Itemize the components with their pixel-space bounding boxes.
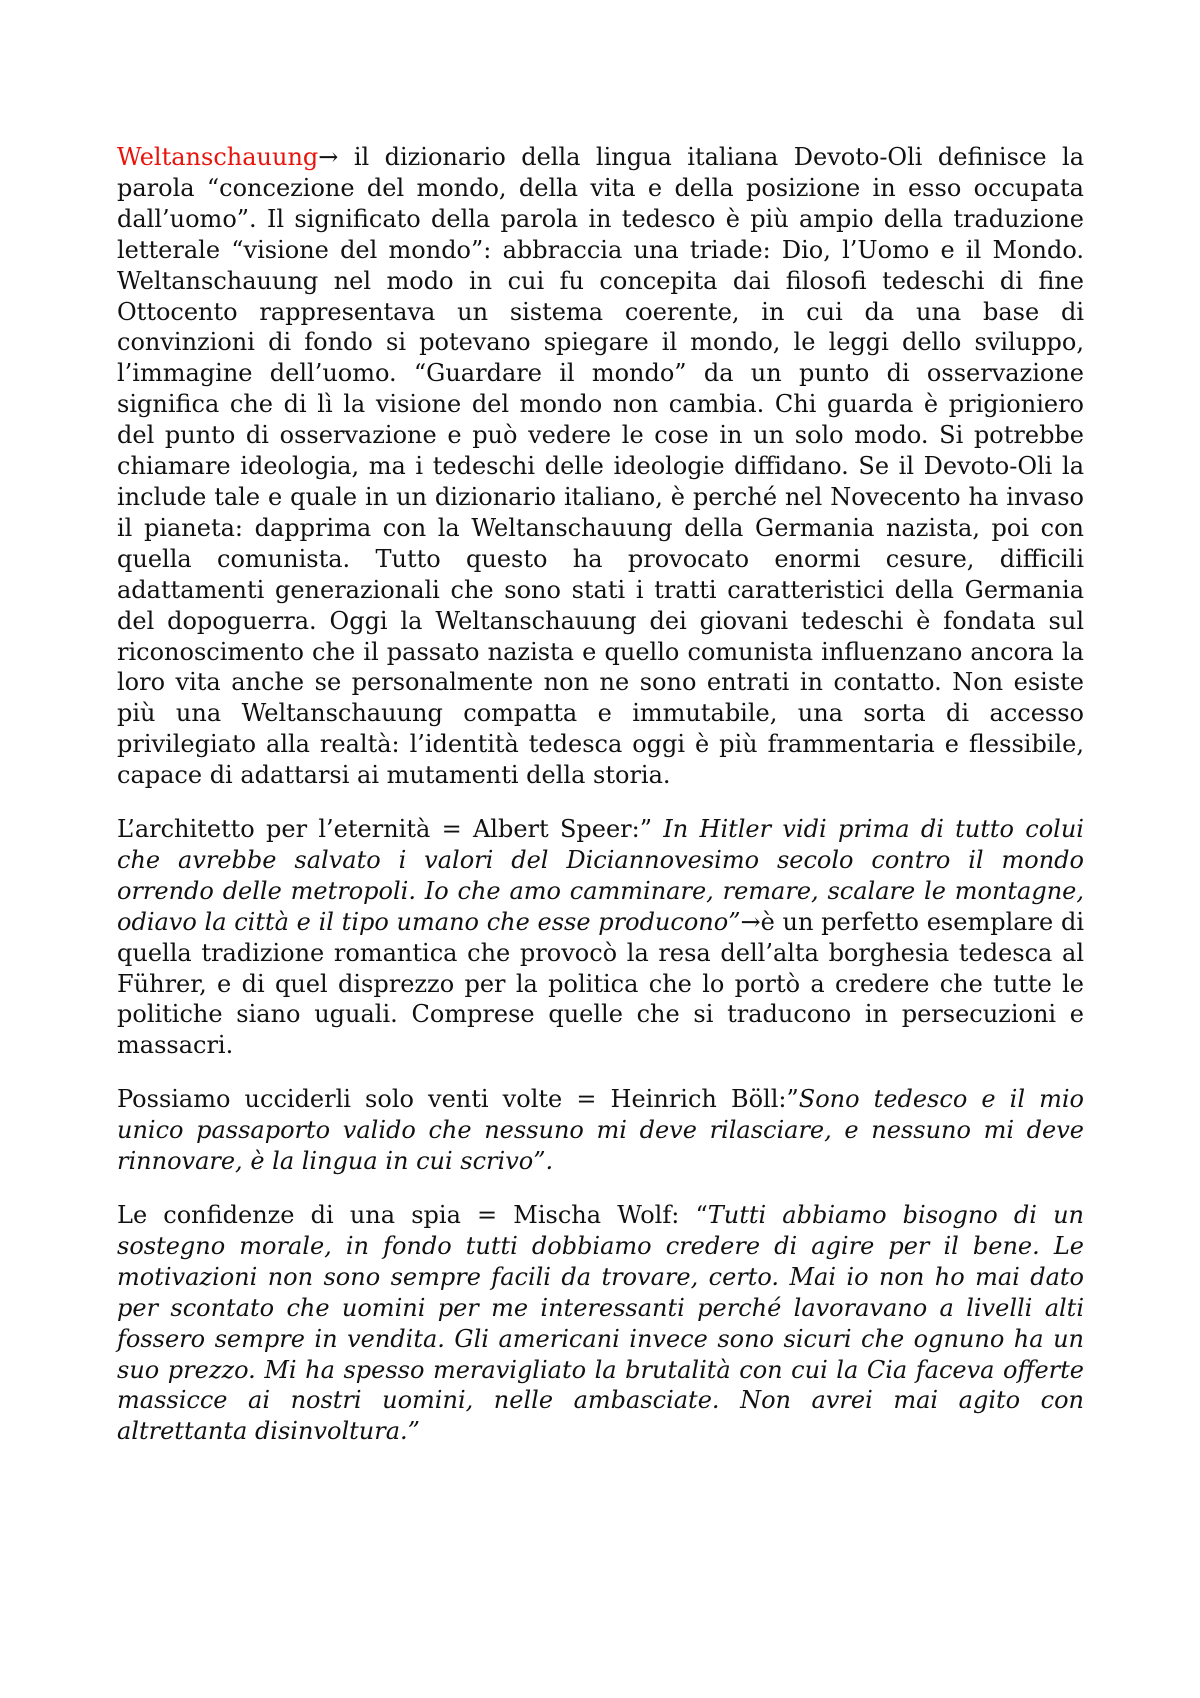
paragraph-body: il dizionario della lingua italiana Devoto-Oli definisce la parola “concezione del mondo, della vita e della posizione in esso occupata dall’uomo”. Il significato della parola in tedesco è più ampio della traduzione letterale “visione del mondo”: abbraccia una triade: Dio, l’Uomo e il Mondo. Weltanschauung nel modo in cui fu concepita dai filosofi tedeschi di fine Ottocento rappresentava un sistema coerente, in cui da una base di convinzioni di fondo si potevano spiegare il mondo, le leggi dello sviluppo, l’immagine dell’uomo. “Guardare il mondo” da un punto di osservazione significa che di lì la visione del mondo non cambia. Chi guarda è prigioniero del punto di osservazione e può vedere le cose in un solo modo. Si potrebbe chiamare ideologia, ma i tedeschi delle ideologie diffidano. Se il Devoto-Oli la include tale e quale in un dizionario italiano, è perché nel Novecento ha invaso il pianeta: dapprima con la Weltanschauung della Germania nazista, poi con quella comunista. Tutto questo ha provocato enormi cesure, difficili adattamenti generazionali che sono stati i tratti caratteristici della Germania del dopoguerra. Oggi la Weltanschauung dei giovani tedeschi è fondata sul riconoscimento che il passato nazista e quello comunista influenzano ancora la loro vita anche se personalmente non ne sono entrati in contatto. Non esiste più una Weltanschauung compatta e immutabile, una sorta di accesso privilegiato alla realtà: l’identità tedesca oggi è più frammentaria e flessibile, capace di adattarsi ai mutamenti della storia.: [117, 143, 1084, 790]
wolf-quote: Tutti abbiamo bisogno di un sostegno morale, in fondo tutti dobbiamo credere di agire per il bene. Le motivazioni non sono sempre facili da trovare, certo. Mai io non ho mai dato per scontato che uomini per me interessanti perché lavoravano a livelli alti fossero sempre in vendita. Gli americani invece sono sicuri che ognuno ha un suo prezzo. Mi ha spesso meravigliato la brutalità con cui la Cia faceva offerte massicce ai nostri uomini, nelle ambasciate. Non avrei mai agito con altrettanta disinvoltura.”: [117, 1201, 1084, 1446]
paragraph-boll: [117, 1084, 1084, 1177]
book-reference: Possiamo ucciderli solo venti volte = Heinrich Böll:”: [117, 1085, 799, 1114]
paragraph-speer: [117, 814, 1084, 1061]
book-reference: Le confidenze di una spia = Mischa Wolf: “: [117, 1201, 708, 1229]
term-weltanschauung: Weltanschauung: [117, 143, 319, 171]
paragraph-wolf: [117, 1200, 1084, 1447]
paragraph-weltanschauung: [117, 142, 1084, 791]
paragraph-body: è un perfetto esemplare di quella tradizione romantica che provocò la resa dell’alta borghesia tedesca al Führer, e di quel disprezzo per la politica che lo portò a credere che tutte le politiche siano uguali. Comprese quelle che si traducono in persecuzioni e massacri.: [117, 907, 1085, 1060]
boll-quote: Sono tedesco e il mio unico passaporto valido che nessuno mi deve rilasciare, e nessuno mi deve rinnovare, è la lingua in cui scrivo”.: [117, 1085, 1085, 1176]
arrow-symbol: →: [740, 907, 761, 936]
arrow-symbol: →: [318, 143, 339, 171]
speer-quote: In Hitler vidi prima di tutto colui che avrebbe salvato i valori del Diciannovesimo secolo contro il mondo orrendo delle metropoli. Io che amo camminare, remare, scalare le montagne, odiavo la città e il tipo umano che esse producono”: [117, 815, 1084, 936]
book-reference: L’architetto per l’eternità = Albert Speer:”: [117, 815, 664, 844]
document-page: [117, 142, 1084, 1470]
